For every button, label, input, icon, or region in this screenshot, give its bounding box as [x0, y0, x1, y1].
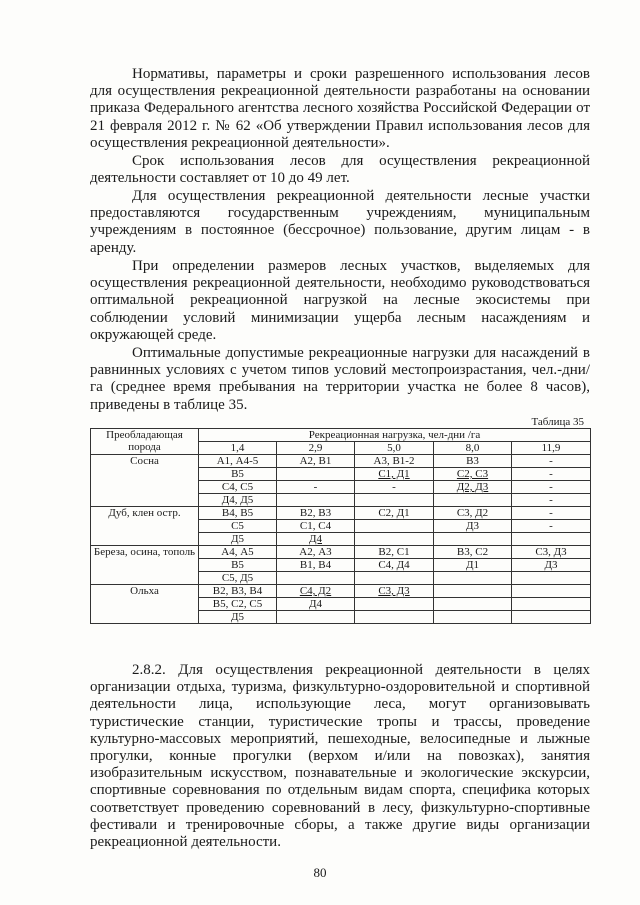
load-cell: С2, С3: [434, 468, 512, 481]
load-cell: -: [277, 481, 355, 494]
load-cell: [434, 598, 512, 611]
load-cell: С4, Д4: [355, 559, 434, 572]
load-cell: А2, В1: [277, 455, 355, 468]
load-cell: С5, Д5: [199, 572, 277, 585]
load-cell: С1, Д1: [355, 468, 434, 481]
load-cell: В5, С2, С5: [199, 598, 277, 611]
load-cell: Д3: [434, 520, 512, 533]
load-cell: -: [512, 520, 591, 533]
header-load-col: 8,0: [434, 442, 512, 455]
load-cell: -: [512, 494, 591, 507]
load-cell: А4, А5: [199, 546, 277, 559]
load-cell: -: [355, 481, 434, 494]
header-load-col: 1,4: [199, 442, 277, 455]
load-cell: Д2, Д3: [434, 481, 512, 494]
species-cell: Сосна: [91, 455, 199, 507]
load-cell: В3: [434, 455, 512, 468]
load-cell: [355, 611, 434, 624]
load-cell: В2, С1: [355, 546, 434, 559]
load-cell: Д3: [512, 559, 591, 572]
load-cell: А3, В1-2: [355, 455, 434, 468]
load-cell: А2, А3: [277, 546, 355, 559]
load-cell: [277, 468, 355, 481]
load-cell: [512, 585, 591, 598]
load-cell: [355, 572, 434, 585]
load-cell: [277, 494, 355, 507]
header-species: Преобладающая порода: [91, 429, 199, 455]
load-cell: [355, 494, 434, 507]
load-cell: С1, С4: [277, 520, 355, 533]
load-cell: [434, 611, 512, 624]
species-cell: Дуб, клен остр.: [91, 507, 199, 546]
load-cell: [355, 598, 434, 611]
load-cell: В5: [199, 559, 277, 572]
paragraph-plot-size: При определении размеров лесных участков, выделяемых для осуществления рекреационной деятельности, необходимо руководствоваться оптимальной рекреационной нагрузкой на лесные экосистемы при соблюдении условий минимизации ущерба лесным насаждениям и окружающей среде.: [90, 258, 590, 343]
paragraph-regulations-basis: Нормативы, параметры и сроки разрешенного использования лесов для осуществления рекреационной деятельности разработаны на основании приказа Федерального агентства лесного хозяйства Российской Федерации от 21 февраля 2012 г. № 62 «Об утверждении Правил использования лесов для осуществления рекреационной деятельности».: [90, 66, 590, 151]
load-cell: [434, 533, 512, 546]
header-load: Рекреационная нагрузка, чел-дни /га: [199, 429, 591, 442]
table-caption: Таблица 35: [531, 416, 584, 428]
load-cell: В2, В3, В4: [199, 585, 277, 598]
load-cell: С3, Д3: [355, 585, 434, 598]
load-cell: [277, 572, 355, 585]
load-cell: В1, В4: [277, 559, 355, 572]
load-cell: -: [512, 455, 591, 468]
load-cell: [434, 572, 512, 585]
header-load-col: 2,9: [277, 442, 355, 455]
load-cell: С5: [199, 520, 277, 533]
paragraph-section-2-8-2: 2.8.2. Для осуществления рекреационной деятельности в целях организации отдыха, туризма, физкультурно-оздоровительной и спортивной деятельности лица, использующие леса, могут организовывать туристические станции, туристические тропы и трассы, проведение культурно-массовых мероприятий, пешеходные, велосипедные и лыжные прогулки, конные прогулки (верхом и/или на повозках), занятия изобразительным искусством, познавательные и экологические экскурсии, спортивные соревнования по отдельным видам спорта, специфика которых соответствует проведению соревнований в лесу, физкультурно-спортивные фестивали и тренировочные сборы, а также другие виды организации рекреационной деятельности.: [90, 662, 590, 851]
paragraph-load-intro: Оптимальные допустимые рекреационные нагрузки для насаждений в равнинных условиях с учетом типов условий местопроизрастания, чел.-дни/га (среднее время пребывания на территории участка не более 8 часов), приведены в таблице 35.: [90, 345, 590, 413]
load-cell: С4, Д2: [277, 585, 355, 598]
recreational-load-table: [90, 428, 591, 624]
paragraph-usage-term: Срок использования лесов для осуществления рекреационной деятельности составляет от 10 до 49 лет.: [90, 153, 590, 187]
species-cell: Береза, осина, тополь: [91, 546, 199, 585]
table-row: [91, 546, 591, 559]
table-row: [91, 585, 591, 598]
load-cell: -: [512, 481, 591, 494]
load-cell: Д5: [199, 611, 277, 624]
table-row: [91, 455, 591, 468]
load-cell: А1, А4-5: [199, 455, 277, 468]
load-cell: -: [512, 468, 591, 481]
load-cell: [434, 585, 512, 598]
load-cell: В4, В5: [199, 507, 277, 520]
load-cell: В5: [199, 468, 277, 481]
page-number: 80: [313, 865, 327, 880]
header-load-col: 11,9: [512, 442, 591, 455]
header-load-col: 5,0: [355, 442, 434, 455]
load-cell: В3, С2: [434, 546, 512, 559]
load-cell: [355, 533, 434, 546]
table-header-row: [91, 429, 591, 442]
load-cell: Д5: [199, 533, 277, 546]
load-cell: С3, Д2: [434, 507, 512, 520]
load-cell: [277, 611, 355, 624]
table-row: [91, 507, 591, 520]
species-cell: Ольха: [91, 585, 199, 624]
load-cell: [434, 494, 512, 507]
load-cell: [512, 572, 591, 585]
load-cell: [512, 611, 591, 624]
load-cell: С3, Д3: [512, 546, 591, 559]
paragraph-land-provision: Для осуществления рекреационной деятельности лесные участки предоставляются государственным учреждениям, муниципальным учреждениям в постоянное (бессрочное) пользование, другим лицам - в аренду.: [90, 188, 590, 256]
load-cell: Д4, Д5: [199, 494, 277, 507]
load-cell: [512, 533, 591, 546]
load-cell: С4, С5: [199, 481, 277, 494]
load-cell: [355, 520, 434, 533]
load-cell: -: [512, 507, 591, 520]
load-cell: В2, В3: [277, 507, 355, 520]
load-cell: Д4: [277, 598, 355, 611]
load-cell: Д1: [434, 559, 512, 572]
load-cell: [512, 598, 591, 611]
load-cell: Д4: [277, 533, 355, 546]
load-cell: С2, Д1: [355, 507, 434, 520]
